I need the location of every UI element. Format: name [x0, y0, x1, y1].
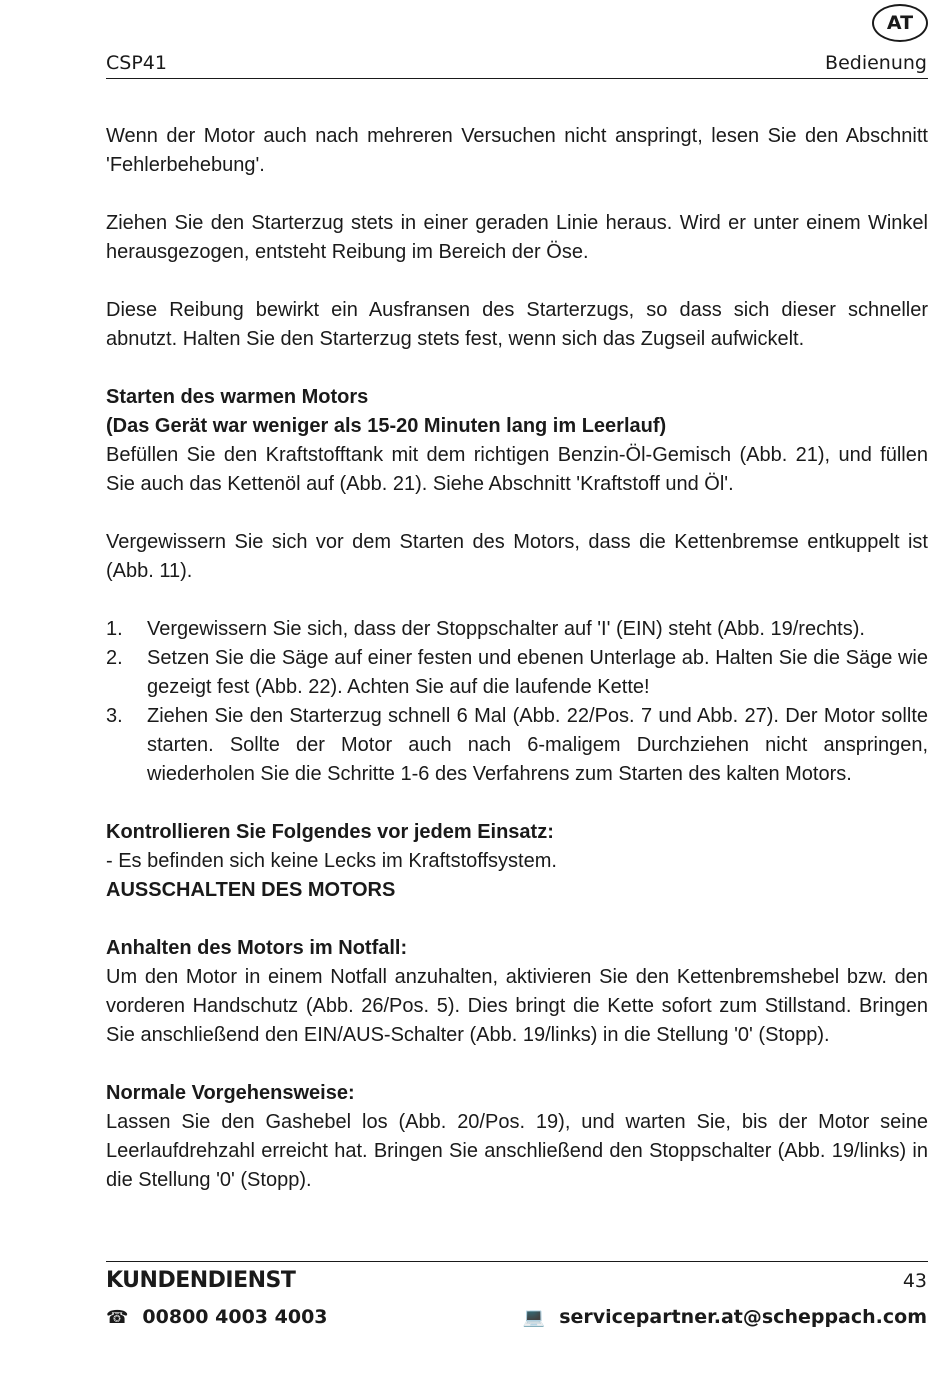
warm-start-subheading: (Das Gerät war weniger als 15-20 Minuten lang im Leerlauf) — [106, 415, 667, 437]
paragraph-fuel: Befüllen Sie den Kraftstofftank mit dem richtigen Benzin-Öl-Gemisch (Abb. 21), und füllen Sie auch das Kettenöl auf (Abb. 21). Siehe Abschnitt 'Kraftstoff und Öl'. — [106, 444, 928, 495]
email-address[interactable]: servicepartner.at@scheppach.com — [559, 1306, 927, 1328]
service-title: KUNDENDIENST — [106, 1268, 296, 1293]
page-number: 43 — [902, 1270, 927, 1292]
paragraph-friction: Diese Reibung bewirkt ein Ausfransen des Starterzugs, so dass sich dieser schneller abnutzt. Halten Sie den Starterzug stets fest, wenn sich das Zugseil aufwickelt. — [106, 299, 928, 350]
normal-heading: Normale Vorgehensweise: — [106, 1082, 355, 1104]
paragraph-chain-brake: Vergewissern Sie sich vor dem Starten des Motors, dass die Kettenbremse entkuppelt ist (Abb. 11). — [106, 531, 928, 582]
page-content — [106, 122, 928, 1195]
phone-contact — [106, 1306, 328, 1328]
shutdown-heading: AUSSCHALTEN DES MOTORS — [106, 879, 396, 901]
footer-rule — [106, 1261, 928, 1262]
check-heading: Kontrollieren Sie Folgendes vor jedem Einsatz: — [106, 821, 554, 843]
laptop-icon: 💻 — [522, 1306, 546, 1328]
section-title: Bedienung — [825, 52, 927, 74]
header-rule — [106, 78, 928, 79]
model-code: CSP41 — [106, 52, 167, 74]
paragraph-troubleshooting: Wenn der Motor auch nach mehreren Versuchen nicht anspringt, lesen Sie den Abschnitt 'Fehlerbehebung'. — [106, 125, 928, 176]
paragraph-pull-straight: Ziehen Sie den Starterzug stets in einer geraden Linie heraus. Wird er unter einem Winkel herausgezogen, entsteht Reibung im Bereich der Öse. — [106, 212, 928, 263]
list-item: 3. Ziehen Sie den Starterzug schnell 6 Mal (Abb. 22/Pos. 7 und Abb. 27). Der Motor sollte starten. Sollte der Motor auch nach 6-maligem Durchziehen nicht anspringen, wiederholen Sie die Schritte 1-6 des Verfahrens zum Starten des kalten Motors. — [106, 705, 928, 785]
list-item: 1. Vergewissern Sie sich, dass der Stoppschalter auf 'I' (EIN) steht (Abb. 19/rechts). — [106, 618, 865, 640]
steps-list — [106, 615, 928, 789]
email-contact — [523, 1306, 927, 1328]
phone-number: 00800 4003 4003 — [142, 1306, 328, 1328]
paragraph-normal: Lassen Sie den Gashebel los (Abb. 20/Pos. 19), und warten Sie, bis der Motor seine Leerlaufdrehzahl erreicht hat. Bringen Sie anschließend den Stoppschalter (Abb. 19/links) in die Stellung '0' (Stopp). — [106, 1111, 928, 1191]
country-badge: AT — [872, 4, 928, 42]
list-item: 2. Setzen Sie die Säge auf einer festen und ebenen Unterlage ab. Halten Sie die Säge wie gezeigt fest (Abb. 22). Achten Sie auf die laufende Kette! — [106, 647, 928, 698]
emergency-heading: Anhalten des Motors im Notfall: — [106, 937, 408, 959]
warm-start-heading: Starten des warmen Motors — [106, 386, 369, 408]
phone-icon: ☎ — [106, 1306, 129, 1328]
check-item: - Es befinden sich keine Lecks im Kraftstoffsystem. — [106, 850, 557, 872]
paragraph-emergency: Um den Motor in einem Notfall anzuhalten, aktivieren Sie den Kettenbremshebel bzw. den vorderen Handschutz (Abb. 26/Pos. 5). Dies bringt die Kette sofort zum Stillstand. Bringen Sie anschließend den EIN/AUS-Schalter (Abb. 19/links) in die Stellung '0' (Stopp). — [106, 966, 928, 1046]
